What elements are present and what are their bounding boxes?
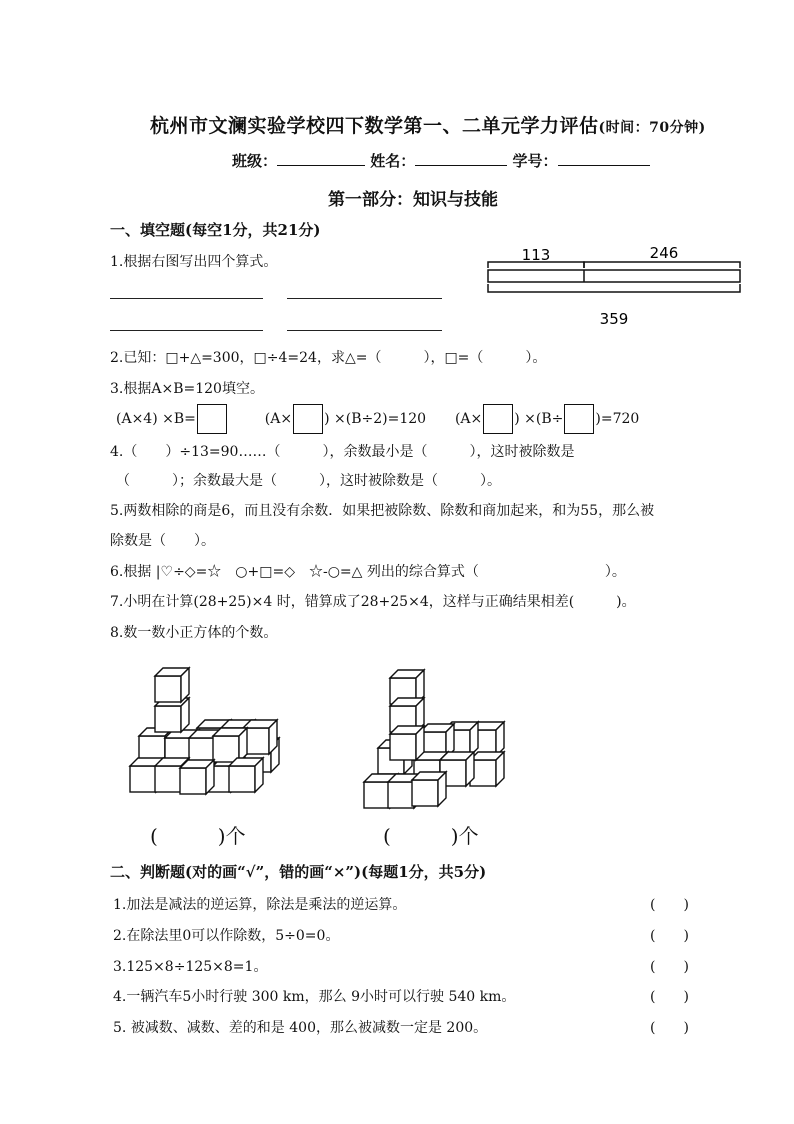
- question-4-line-1: 4.（ ）÷13=90……（ ），余数最小是（ ），这时被除数是: [110, 444, 575, 460]
- right-value: 246: [649, 244, 679, 262]
- q3-item-c-mid: ) ×(B÷: [514, 411, 564, 427]
- question-3-items: [116, 404, 639, 434]
- exam-time-note: (时间：70分钟): [598, 120, 706, 136]
- segment-diagram: [480, 238, 750, 330]
- answer-line-1a[interactable]: [110, 298, 263, 299]
- left-value: 113: [521, 246, 551, 264]
- total-value: 359: [599, 310, 629, 328]
- judge-item-2: 2.在除法里0可以作除数，5÷0=0。: [113, 928, 340, 944]
- question-7: 7.小明在计算(28+25)×4 时，错算成了28+25×4，这样与正确结果相差( )。: [110, 594, 636, 610]
- cube-answer-1[interactable]: ( )个: [150, 824, 246, 848]
- name-field[interactable]: [415, 151, 507, 166]
- judge-item-1: 1.加法是减法的逆运算，除法是乘法的逆运算。: [113, 897, 407, 913]
- question-4-line-2: （ ）；余数最大是（ ），这时被除数是（ ）。: [116, 473, 501, 489]
- q3-answer-box-b[interactable]: [293, 404, 323, 434]
- judge-bracket-4[interactable]: ( ): [650, 989, 689, 1005]
- section-one-title: 一、填空题(每空1分，共21分): [110, 221, 321, 239]
- q3-answer-box-c1[interactable]: [483, 404, 513, 434]
- cube-stack-2: [364, 670, 504, 808]
- judge-bracket-5[interactable]: ( ): [650, 1020, 689, 1036]
- cube-answer-2[interactable]: ( )个: [383, 824, 479, 848]
- judge-item-4: 4.一辆汽车5小时行驶 300 km，那么 9小时可以行驶 540 km。: [113, 989, 516, 1005]
- section-two-title: 二、判断题(对的画“√”，错的画“×”)(每题1分，共5分): [110, 863, 487, 881]
- student-id-label: 学号：: [512, 152, 558, 170]
- class-label: 班级：: [232, 152, 278, 170]
- cube-stack-1: [130, 668, 279, 794]
- question-6: 6.根据 |♡÷◇=☆ ○+□=◇ ☆-○=△ 列出的综合算式（ ）。: [110, 564, 626, 580]
- q3-item-c-pre: (A×: [454, 411, 483, 427]
- name-label: 姓名：: [370, 152, 416, 170]
- q3-item-c-post: )=720: [595, 411, 640, 427]
- cube-figure-1: [125, 660, 300, 810]
- judge-bracket-2[interactable]: ( ): [650, 928, 689, 944]
- cube-figure-2: [360, 660, 520, 815]
- judge-item-3: 3.125×8÷125×8=1。: [113, 959, 268, 975]
- judge-bracket-1[interactable]: ( ): [650, 897, 689, 913]
- student-info-row: [232, 150, 650, 171]
- question-8: 8.数一数小正方体的个数。: [110, 625, 278, 641]
- question-5-line-2: 除数是（ ）。: [110, 533, 215, 549]
- q3-item-b-pre: (A×: [264, 411, 293, 427]
- judge-bracket-3[interactable]: ( ): [650, 959, 689, 975]
- exam-title-text: 杭州市文澜实验学校四下数学第一、二单元学力评估: [150, 115, 599, 137]
- part-one-title: 第一部分：知识与技能: [328, 190, 498, 210]
- answer-line-1c[interactable]: [110, 330, 263, 331]
- exam-title: [150, 111, 706, 138]
- q3-answer-box-c2[interactable]: [564, 404, 594, 434]
- class-field[interactable]: [277, 151, 365, 166]
- q3-item-a: (A×4) ×B=: [116, 411, 196, 427]
- q3-answer-box-a[interactable]: [197, 404, 227, 434]
- question-3: 3.根据A×B=120填空。: [110, 381, 264, 397]
- q3-item-b-post: ) ×(B÷2)=120: [324, 411, 427, 427]
- answer-line-1b[interactable]: [287, 298, 442, 299]
- bottom-brace: [488, 284, 740, 292]
- question-1: 1.根据右图写出四个算式。: [110, 254, 278, 270]
- bar-segment: [488, 270, 740, 282]
- judge-item-5: 5. 被减数、减数、差的和是 400，那么被减数一定是 200。: [113, 1020, 488, 1036]
- student-id-field[interactable]: [558, 151, 650, 166]
- question-2: 2.已知：□+△=300，□÷4=24，求△=（ ），□=（ ）。: [110, 350, 547, 366]
- right-brace: [584, 262, 740, 268]
- answer-line-1d[interactable]: [287, 330, 442, 331]
- question-5-line-1: 5.两数相除的商是6，而且没有余数．如果把被除数、除数和商加起来，和为55，那么被: [110, 503, 655, 519]
